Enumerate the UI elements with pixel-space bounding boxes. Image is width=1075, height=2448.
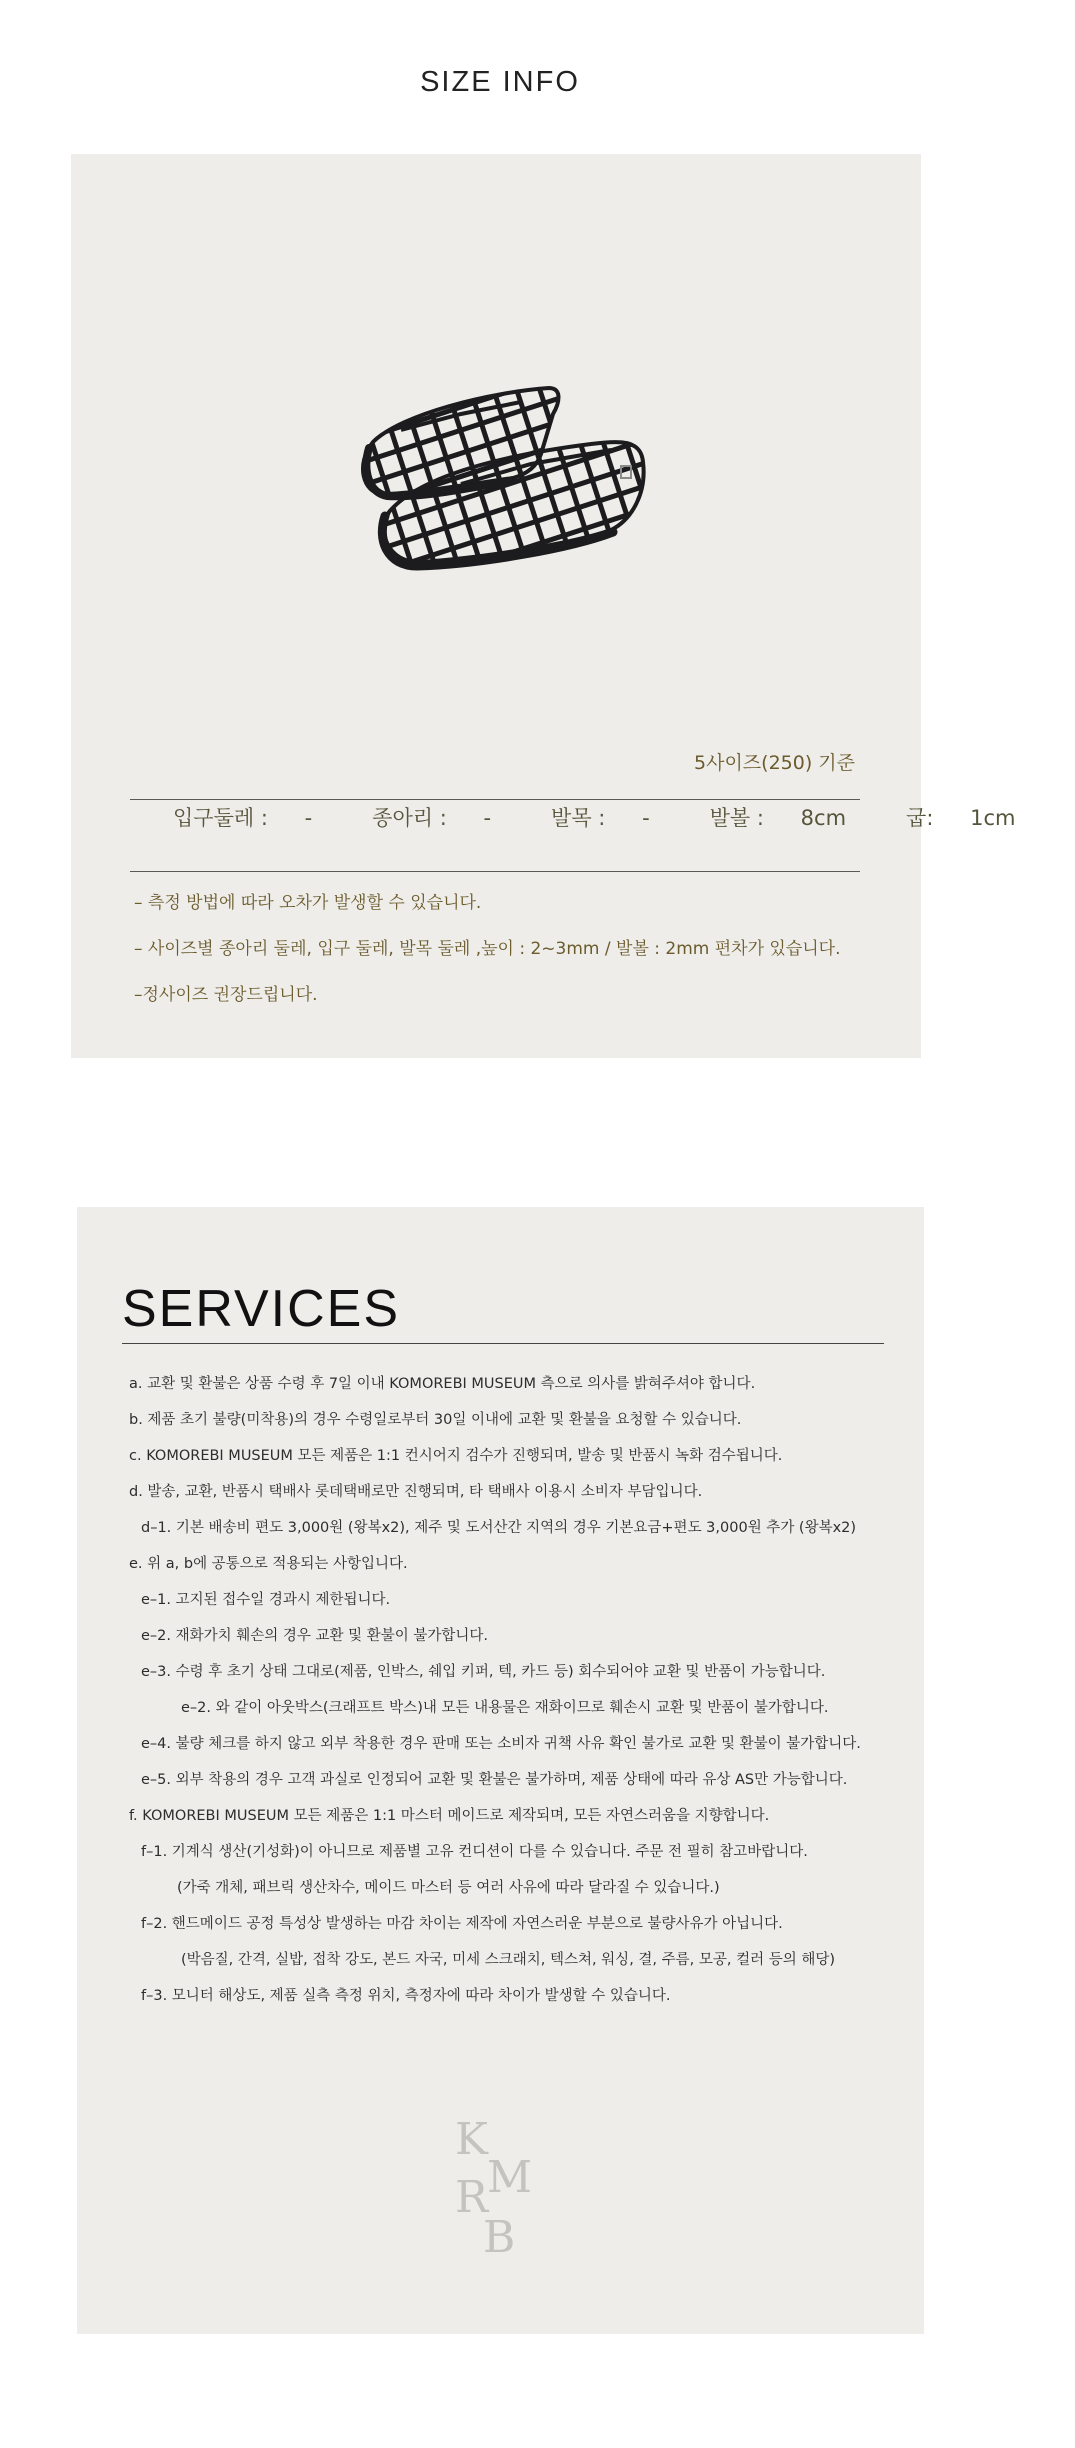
note-item: –정사이즈 권장드립니다. [134,985,318,1005]
divider-top [130,799,860,800]
service-line: c. KOMOREBI MUSEUM 모든 제품은 1:1 컨시어지 검수가 진행되며, 발송 및 반품시 녹화 검수됩니다. [129,1448,783,1464]
service-line: f–3. 모니터 해상도, 제품 실측 측정 위치, 측정자에 따라 차이가 발생할 수 있습니다. [141,1988,671,2004]
service-line: e–3. 수령 후 초기 상태 그대로(제품, 인박스, 쉐입 키퍼, 텍, 카드 등) 회수되어야 교환 및 반품이 가능합니다. [141,1664,826,1680]
measure-heel: 굽: 1cm [906,806,1016,830]
services-panel [77,1207,924,2334]
service-line: e–5. 외부 착용의 경우 고객 과실로 인정되어 교환 및 환불은 불가하며, 제품 상태에 따라 유상 AS만 가능합니다. [141,1772,848,1788]
measure-ankle: 발목 : - [551,806,650,830]
service-line: d–1. 기본 배송비 편도 3,000원 (왕복x2), 제주 및 도서산간 지역의 경우 기본요금+편도 3,000원 추가 (왕복x2) [141,1520,857,1536]
measurements-row [173,802,1075,832]
service-line: e–1. 고지된 접수일 경과시 제한됩니다. [141,1592,391,1608]
service-line: (박음질, 간격, 실밥, 접착 강도, 본드 자국, 미세 스크래치, 텍스쳐, 워싱, 결, 주름, 모공, 컬러 등의 해당) [181,1952,836,1968]
service-line: f–2. 핸드메이드 공정 특성상 발생하는 마감 차이는 제작에 자연스러운 부분으로 불량사유가 아닙니다. [141,1916,783,1932]
service-line: e–2. 와 같이 아웃박스(크래프트 박스)내 모든 내용물은 재화이므로 훼손시 교환 및 반품이 불가합니다. [181,1700,829,1716]
note-item: – 측정 방법에 따라 오차가 발생할 수 있습니다. [134,893,482,913]
divider-bottom [130,871,860,872]
measure-calf: 종아리 : - [372,806,492,830]
services-divider [122,1343,884,1344]
measure-opening: 입구둘레 : - [173,806,313,830]
service-line: e–4. 불량 체크를 하지 않고 외부 착용한 경우 판매 또는 소비자 귀책 사유 확인 불가로 교환 및 환불이 불가합니다. [141,1736,861,1752]
size-info-panel [71,154,1016,1058]
svg-text:K: K [455,2114,488,2165]
services-title: SERVICES [122,1280,401,1338]
service-line: e–2. 재화가치 훼손의 경우 교환 및 환불이 불가합니다. [141,1628,489,1644]
service-line: f. KOMOREBI MUSEUM 모든 제품은 1:1 마스터 메이드로 제작되며, 모든 자연스러움을 지향합니다. [129,1808,770,1824]
service-line: a. 교환 및 환불은 상품 수령 후 7일 이내 KOMOREBI MUSEUM 측으로 의사를 밝혀주셔야 합니다. [129,1376,756,1392]
svg-text:R: R [455,2172,489,2223]
service-line: b. 제품 초기 불량(미착용)의 경우 수령일로부터 30일 이내에 교환 및 환불을 요청할 수 있습니다. [129,1412,742,1428]
measure-width: 발볼 : 8cm [709,806,847,830]
note-item: – 사이즈별 종아리 둘레, 입구 둘레, 발목 둘레 ,높이 : 2~3mm / 발볼 : 2mm 편차가 있습니다. [134,939,841,959]
service-line: f–1. 기계식 생산(기성화)이 아니므로 제품별 고유 컨디션이 다를 수 있습니다. 주문 전 필히 참고바랍니다. [141,1844,808,1860]
shoe-image [291,344,711,584]
brand-logo [447,2112,557,2262]
page-title: SIZE INFO [420,66,580,98]
service-line: (가죽 개체, 패브릭 생산차수, 메이드 마스터 등 여러 사유에 따라 달라질 수 있습니다.) [177,1880,720,1896]
svg-text:M: M [487,2152,533,2203]
service-line: d. 발송, 교환, 반품시 택배사 롯데택배로만 진행되며, 타 택배사 이용시 소비자 부담입니다. [129,1484,703,1500]
svg-text:B: B [483,2212,516,2263]
size-basis-label: 5사이즈(250) 기준 [694,752,855,774]
service-line: e. 위 a, b에 공통으로 적용되는 사항입니다. [129,1556,408,1572]
